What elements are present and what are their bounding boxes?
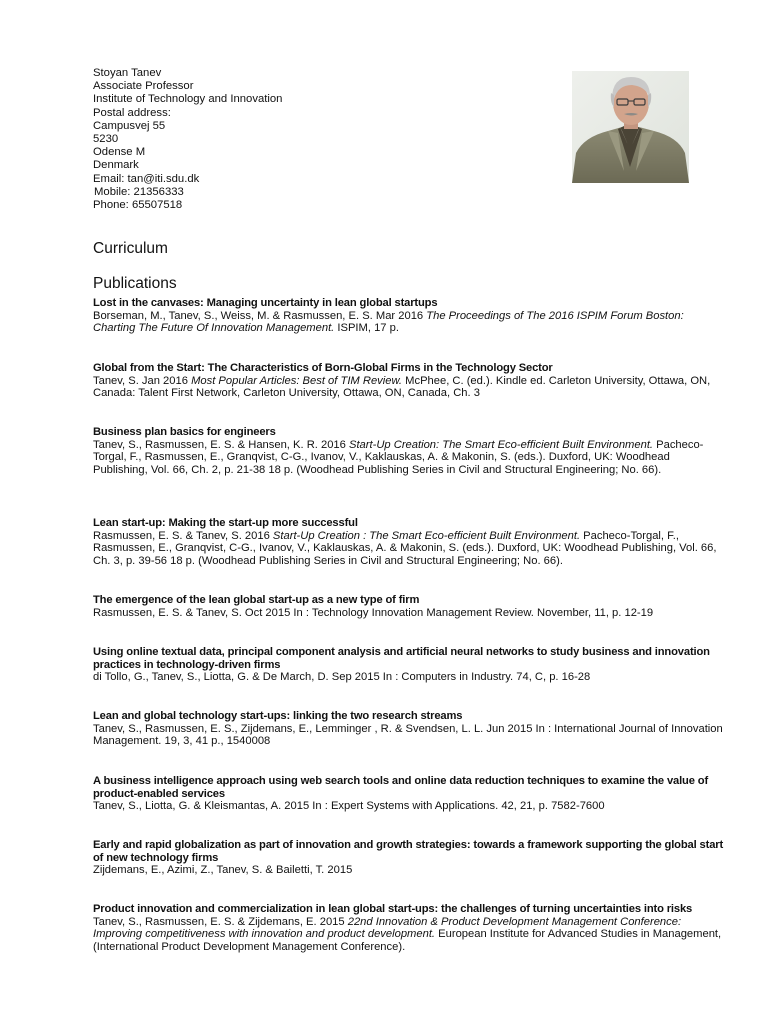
publication-title[interactable]: A business intelligence approach using web search tools and online data reduction techniques to examine the value of product-enabled services xyxy=(93,775,709,800)
citation-details: European Institute for Advanced Studies in Management, (International Product Development Management Conference). xyxy=(93,928,722,954)
postal-label: Postal address: xyxy=(93,106,171,119)
citation-authors: di Tollo, G., Tanev, S., Liotta, G. & De March, D. Sep 2015 In : Computers in Industry. 74, C, p. 16-28 xyxy=(93,671,591,684)
publication-item xyxy=(93,775,725,813)
publication-citation xyxy=(93,864,725,877)
email[interactable]: Email: tan@iti.sdu.dk xyxy=(93,172,200,185)
citation-details: ISPIM, 17 p. xyxy=(334,322,399,335)
publication-citation xyxy=(93,916,725,954)
citation-authors: Tanev, S. Jan 2016 xyxy=(93,374,192,387)
publication-item xyxy=(93,517,725,568)
publication-item xyxy=(93,426,725,477)
institute: Institute of Technology and Innovation xyxy=(93,93,283,106)
citation-authors: Tanev, S., Rasmussen, E. S. & Hansen, K. R. 2016 xyxy=(93,438,349,451)
citation-authors: Borseman, M., Tanev, S., Weiss, M. & Rasmussen, E. S. Mar 2016 xyxy=(93,309,427,322)
citation-source: Start-Up Creation: The Smart Eco-efficient Built Environment. xyxy=(348,438,654,451)
publication-item xyxy=(93,297,725,335)
mobile: Mobile: 21356333 xyxy=(94,185,184,198)
publication-citation xyxy=(93,439,725,477)
publication-citation xyxy=(93,671,725,684)
publication-item xyxy=(93,362,725,400)
publication-title[interactable]: Product innovation and commercialization in lean global start-ups: the challenges of turning uncertainties into risks xyxy=(93,903,693,915)
city: Odense M xyxy=(93,146,146,159)
citation-source: The Proceedings of The 2016 ISPIM Forum Boston: Charting The Future Of Innovation Management. xyxy=(93,309,684,335)
citation-source: Start-Up Creation : The Smart Eco-efficient Built Environment. xyxy=(272,529,581,542)
publication-item xyxy=(93,903,725,954)
phone: Phone: 65507518 xyxy=(93,199,183,212)
publication-title[interactable]: Lost in the canvases: Managing uncertainty in lean global startups xyxy=(93,297,438,309)
citation-source: Most Popular Articles: Best of TIM Review. xyxy=(191,374,403,387)
publication-title[interactable]: Lean start-up: Making the start-up more successful xyxy=(93,517,358,529)
citation-authors: Rasmussen, E. S. & Tanev, S. Oct 2015 In : Technology Innovation Management Review. November, 11, p. 12-19 xyxy=(93,606,654,619)
publication-title[interactable]: Early and rapid globalization as part of innovation and growth strategies: towards a framework supporting the global start of new technology firms xyxy=(93,839,724,864)
citation-authors: Tanev, S., Liotta, G. & Kleismantas, A. 2015 In : Expert Systems with Applications. 42, 21, p. 7582-7600 xyxy=(93,800,605,813)
publication-item xyxy=(93,646,725,684)
publication-title[interactable]: Lean and global technology start-ups: linking the two research streams xyxy=(93,710,463,722)
citation-details: Pacheco-Torgal, F., Rasmussen, E., Granqvist, C-G., Ivanov, V., Kaklauskas, A. & Makonin, S. (eds.). Duxford, UK: Woodhead Publishing, Vol. 66, Ch. 3, p. 39-56 18 p. (Woodhead Publishing Series in Civil and Structural Engineering; No. 66). xyxy=(93,529,717,568)
publications-heading: Publications xyxy=(93,275,177,292)
person-name: Stoyan Tanev xyxy=(93,67,162,79)
citation-details: Pacheco-Torgal, F., Rasmussen, E., Granqvist, C-G., Ivanov, V., Kaklauskas, A. & Makonin, S. (eds.). Duxford, UK: Woodhead Publishing, Vol. 66, Ch. 2, p. 21-38 18 p. (Woodhead Publishing Series in Civil and Structural Engineering; No. 66). xyxy=(93,438,704,477)
citation-details: McPhee, C. (ed.). Kindle ed. Carleton University, Ottawa, ON, Canada: Talent First Network, Carleton University, Ottawa, ON, Canada, Ch. 3 xyxy=(93,374,711,400)
profile-photo xyxy=(572,71,689,183)
person-title: Associate Professor xyxy=(93,80,194,93)
zip-code: 5230 xyxy=(93,133,119,146)
publication-item xyxy=(93,594,725,619)
publication-title[interactable]: Global from the Start: The Characteristics of Born-Global Firms in the Technology Sector xyxy=(93,362,553,374)
citation-authors: Tanev, S., Rasmussen, E. S., Zijdemans, E., Lemminger , R. & Svendsen, L. L. Jun 2015 In : International Journal of Innovation Management. 19, 3, 41 p., 1540008 xyxy=(93,722,723,748)
publication-title[interactable]: Using online textual data, principal component analysis and artificial neural networks to study business and innovation practices in technology-driven firms xyxy=(93,646,710,671)
country: Denmark xyxy=(93,159,139,172)
publication-item xyxy=(93,710,725,748)
publication-citation xyxy=(93,800,725,813)
citation-authors: Tanev, S., Rasmussen, E. S. & Zijdemans, E. 2015 xyxy=(93,915,348,928)
publication-citation xyxy=(93,530,725,568)
citation-authors: Zijdemans, E., Azimi, Z., Tanev, S. & Bailetti, T. 2015 xyxy=(93,864,353,877)
publication-citation xyxy=(93,375,725,400)
publication-title[interactable]: The emergence of the lean global start-up as a new type of firm xyxy=(93,594,420,606)
citation-source: 22nd Innovation & Product Development Management Conference: Improving competitiveness with innovation and product development. xyxy=(93,915,682,941)
citation-authors: Rasmussen, E. S. & Tanev, S. 2016 xyxy=(93,529,273,542)
publication-title[interactable]: Business plan basics for engineers xyxy=(93,426,276,438)
publication-citation xyxy=(93,607,725,620)
publication-citation xyxy=(93,723,725,748)
publication-item xyxy=(93,839,725,877)
street: Campusvej 55 xyxy=(93,119,166,132)
curriculum-heading: Curriculum xyxy=(93,240,168,257)
contact-block xyxy=(93,67,282,212)
publication-citation xyxy=(93,310,725,335)
